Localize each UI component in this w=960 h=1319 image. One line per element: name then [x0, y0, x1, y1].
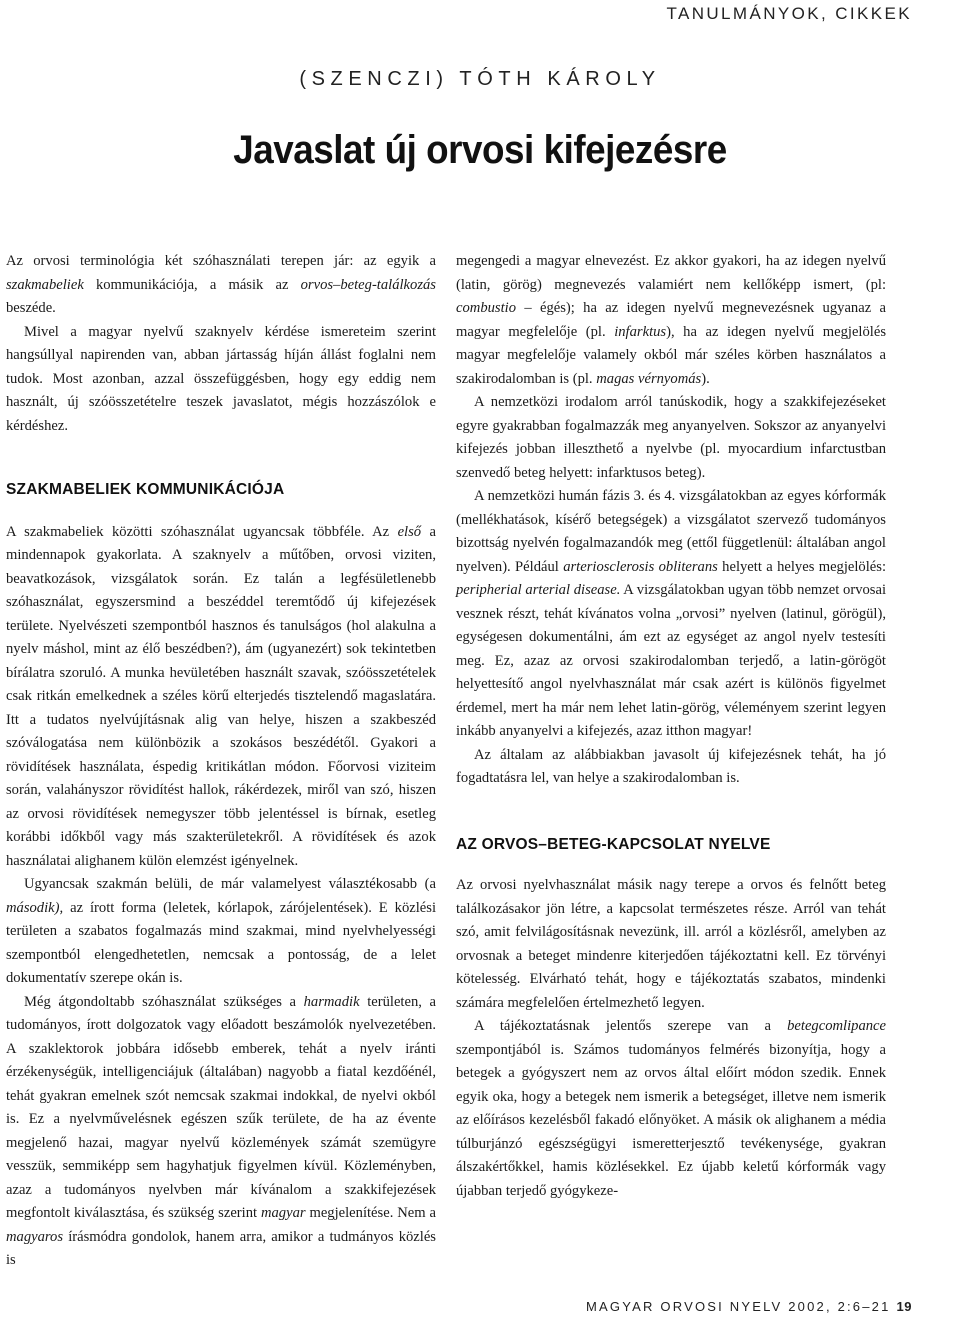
- section-heading: SZAKMABELIEK KOMMUNIKÁCIÓJA: [6, 481, 285, 498]
- paragraph: Az orvosi nyelvhasználat másik nagy terepe a orvos és felnőtt beteg találkozásakor jön létre, a kapcsolat természetes része. Arról van tehát szó, amit felvilágosításnak nevezünk, ill. arról a közlésről, amelyben az orvosnak a beteget mindenre kiterjedően tájékoztatni kell. Ez törvényi kötelesség. Elvárható tehát, hogy e tájékoztatás szabatos, mindenki számára megfelelően értelmezhető legyen.: [456, 877, 886, 1011]
- paragraph: Mivel a magyar nyelvű szaknyelv kérdése ismereteim szerint hangsúllyal napirenden van, abban jártasság híján állást foglalni nem tudok. Most azonban, azzal összefüggésben, hogy egy eddig nem használt, új szóösszetételre teszek javaslatot, mégis hozzászólok e kérdéshez.: [6, 323, 436, 434]
- right-column: [456, 250, 886, 1203]
- paragraph: Az általam az alábbiakban javasolt új kifejezésnek tehát, ha jó fogadtatásra lel, van helye a szakirodalomban is.: [456, 746, 886, 786]
- paragraph: A nemzetközi humán fázis 3. és 4. vizsgálatokban az egyes kórformák (mellékhatások, kísérő betegségek) a vizsgálatot szervező tudományos bizottság nyelvén fogalmazandók meg (ettől függetlenül: általában angol nyelven). Például arteriosclerosis obliterans helyett a helyes megjelölés: peripherial arterial disease. A vizsgálatokban ugyan több nemzet orvosai vesznek részt, tehát kívánatos volna „orvosi” nyelven (latinul, görögül), egységesen dokumentálni, ám ezt az egységet az angol nyelv testesíti meg. Ez, azaz az orvosi szakirodalomban terjedő, a latin-görögöt helyettesítő angol nyelvhasználat már csak azért is különös figyelmet érdemel, mert ha már nem lehet latin-görög, véleményem szerint legyen inkább anyanyelvi a kifejezés, azaz itthon magyar!: [456, 488, 886, 739]
- paragraph: Ugyancsak szakmán belüli, de már valamelyest választékosabb (a második), az írott forma (leletek, kórlapok, zárójelentések). E közlési területen a szabatos fogalmazás mind szakmai, mind nyelvhelyességi szempontból elengedhetetlen, nemcsak a pontosság, de a lelet dokumentatív szerepe okán is.: [6, 876, 436, 986]
- paragraph: Az orvosi terminológia két szóhasználati terepen jár: az egyik a szakmabeliek kommunikációja, a másik az orvos–beteg-találkozás beszéde.: [6, 253, 436, 316]
- paragraph: megengedi a magyar elnevezést. Ez akkor gyakori, ha az idegen nyelvű (latin, görög) megnevezés valamiért nem kellőképp ismert, (pl: combustio – égés); ha az idegen nyelvű megnevezésnek ugyanaz a magyar megfelelője (pl. infarktus), ha az idegen nyelvű megjelölés magyar megfelelője valamely okból már széles körben használatos a szakirodalomban is (pl. magas vérnyomás).: [456, 253, 886, 387]
- paragraph: A tájékoztatásnak jelentős szerepe van a betegcomlipance szempontjából is. Számos tudományos felmérés bizonyítja, hogy a betegek a gyógyszert nem az orvos által előírt módon szedik. Ennek egyik oka, hogy a betegek nem ismerik a betegséget, illetve nem ismerik az előírásos kezelésből fakadó előnyöket. A másik ok alighanem a média túlburjánzó egészségügyi ismeretterjesztő tevékenysége, gyakran álszakértőkkel, hamis közlésekkel. Ez újabb keletű kórformák vagy újabban terjedő gyógykeze-: [456, 1018, 886, 1199]
- paragraph: A nemzetközi irodalom arról tanúskodik, hogy a szakkifejezéseket egyre gyakrabban fogalmazzák meg anyanyelven. Sokszor az anyanyelvi kifejezés jobban illeszthető a nyelvbe (pl. myocardium infarctustban szenvedő beteg helyett: infarktusos beteg).: [456, 394, 886, 481]
- page-number: 19: [896, 1299, 912, 1314]
- article-title: Javaslat új orvosi kifejezésre: [233, 128, 727, 172]
- paragraph: Még átgondoltabb szóhasználat szükséges a harmadik területen, a tudományos, írott dolgozatok vagy előadott beszámolók nyelvezetében. A szaklektorok jobbára idősebb emberek, tehát a nyelv iránti érzékenységük, intelligenciájuk (általában) nagyobb a fiatal kezdőénél, tehát gyakran emelnek szót nemcsak szakmai indokkal, de nyelvi okból is. Ez a nyelvművelésnek egészen szűk területe, de ha az évente megjelenő hazai, magyar nyelvű közlemények számát szemügyre vesszük, semmiképp sem hagyhatjuk figyelmen kívül. Közleményben, azaz a tudományos nyelvben már kívánalom a szakkifejezések megfontolt kiválasztása, és szükség szerint magyar megjelenítése. Nem a magyaros írásmódra gondolok, hanem arra, amikor a tudmányos közlés is: [6, 993, 436, 1268]
- section-heading: AZ ORVOS–BETEG-KAPCSOLAT NYELVE: [456, 835, 771, 853]
- page-footer: [586, 1299, 912, 1314]
- paragraph: A szakmabeliek közötti szóhasználat ugyancsak többféle. Az első a mindennapok gyakorlata. A szaknyelv a műtőben, orvosi viziten, beavatkozások, vizsgálatok során. Ez talán a legfésületlenebb szóhasználat, egyszersmind a beszéddel teremtődő új kifejezések területe. Nyelvészeti szempontból hasznos és tanulságos (hol alakulna a nyelv máshol, mint az élő beszédben?), ám (ugyanezért) sok tekintetben bírálatra szoruló. A munka hevületében használt szavak, szóösszetételek csak ritkán emelkednek a széles körű elterjedés tisztelendő magaslatára. Itt a tudatos nyelvújításnak alig van helye, hiszen a szakbeszéd szóválogatása nem különbözik a szokásos beszédétől. Gyakori a rövidítések használata, éspedig kritikátlan módon. Főorvosi viziteim során, valahányszor rövidítést hallok, rákérdezek, miről van szó, hiszen az orvosi rövidítések nemegyszer több jelentéssel is bírnak, esetleg korábbi időkből vagy más szakterületekről. A rövidítések és azok használatai alighanem külön elemzést igényelnek.: [6, 523, 436, 869]
- journal-citation: MAGYAR ORVOSI NYELV 2002, 2:6–21: [586, 1299, 891, 1314]
- author-name: (SZENCZI) TÓTH KÁROLY: [299, 68, 661, 90]
- section-label: TANULMÁNYOK, CIKKEK: [666, 4, 912, 23]
- left-column: [6, 250, 436, 1273]
